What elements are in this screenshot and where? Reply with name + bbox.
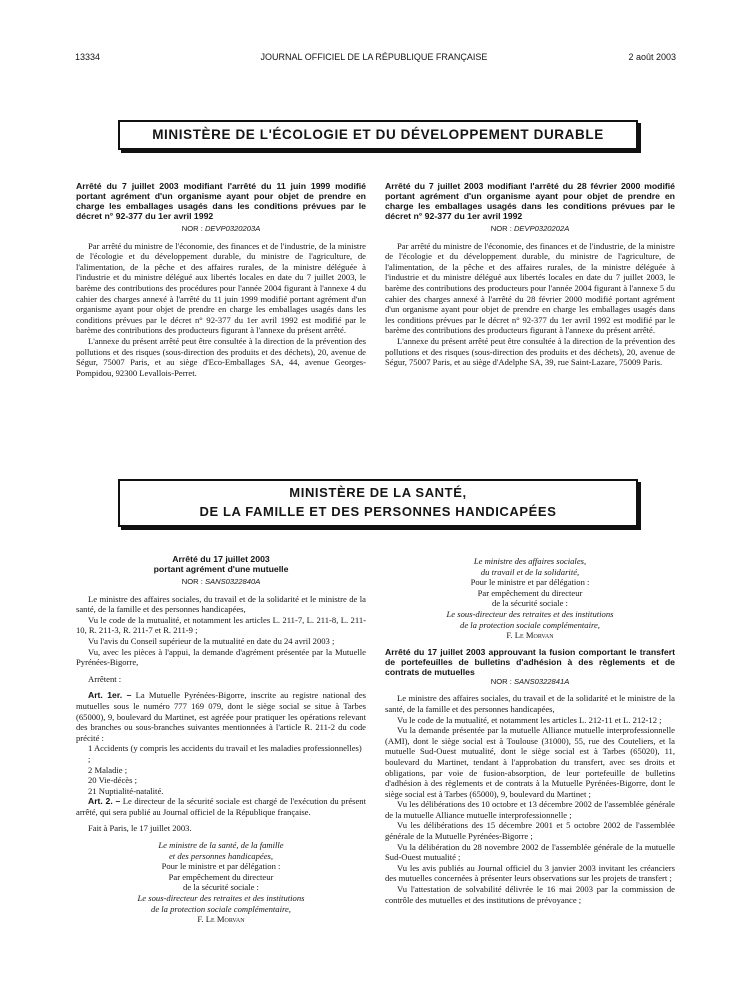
decree-title: Arrêté du 17 juillet 2003 portant agrément d'une mutuelle [153, 554, 289, 574]
decree-health-1 [76, 554, 366, 925]
signature-block: Le ministre de la santé, de la famille et des personnes handicapées, [158, 840, 284, 861]
article-2: Art. 2. – Le directeur de la sécurité sociale est chargé de l'exécution du présent arrêté, qui sera publié au Journal officiel de la République française. [76, 796, 366, 817]
decree-paragraph: Vu l'avis du Conseil supérieur de la mutualité en date du 24 avril 2003 ; [88, 635, 335, 646]
decree-paragraph: L'annexe du présent arrêté peut être consultée à la direction de la prévention des pollutions et des risques (sous-direction des produits et des déchets), 20, avenue de Ségur, 75007 Paris, et au siège d'Adelphe SA, 39, rue Saint-Lazare, 75009 Paris. [385, 335, 675, 368]
branch-item: 20 Vie-décès ; [88, 775, 137, 786]
decree-paragraph: Le ministre des affaires sociales, du travail et de la solidarité et le ministre de la santé, de la famille et des personnes handicapées, [385, 693, 675, 714]
decree-paragraph: Vu le code de la mutualité, et notamment les articles L. 212-11 et L. 212-12 ; [397, 714, 662, 725]
ministry-heading-health [118, 479, 638, 527]
article-1: Art. 1er. – La Mutuelle Pyrénées-Bigorre, inscrite au registre national des mutuelles sous le numéro 777 169 079, dont le siège social se situe à Tarbes (65000), 9, boulevard du Martinet, est agréée pour pratiquer les opérations relevant des branches ou sous-branches suivantes mentionnées à l'article R. 211-2 du code précité : [76, 690, 366, 743]
signatory-name: F. Le Morvan [506, 630, 554, 641]
decree-paragraph: Vu la délibération du 28 novembre 2002 de l'assemblée générale de la mutuelle Sud-Ouest mutualité ; [385, 841, 675, 863]
page-number: 13334 [75, 52, 101, 62]
ministry-heading-ecology: MINISTÈRE DE L'ÉCOLOGIE ET DU DÉVELOPPEMENT DURABLE [118, 120, 638, 150]
signatory-name: F. Le Morvan [197, 914, 245, 925]
signature-title: Le sous-directeur des retraites et des institutions de la protection sociale complémentaire, [446, 608, 614, 630]
decree-paragraph: Le ministre des affaires sociales, du travail et de la solidarité et le ministre de la santé, de la famille et des personnes handicapées, [76, 593, 366, 615]
issue-date: 2 août 2003 [628, 52, 676, 62]
signature-delegation: Pour le ministre et par délégation : Par empêchement du directeur de la sécurité sociale : [161, 861, 281, 893]
decree-paragraph: L'annexe du présent arrêté peut être consultée à la direction de la prévention des pollutions et des risques (sous-direction des produits et des déchets), 20, avenue de Ségur, 75007 Paris, et au siège d'Eco-Emballages SA, 44, avenue Georges-Pompidou, 92300 Levallois-Perret. [76, 335, 366, 378]
decree-health-2 [385, 556, 675, 905]
decree-paragraph: Par arrêté du ministre de l'économie, des finances et de l'industrie, de la ministre de l'écologie et du développement durable, du ministre de l'agriculture, de l'alimentation, de la pêche et des affaires rurales, de la ministre déléguée à l'industrie et du ministre délégué aux libertés locales en date du 7 juillet 2003, le barème des contributions des producteurs pour l'année 2004 figurant à l'annexe 5 du cahier des charges annexé à l'arrêté du 28 février 2000 modifié portant agrément d'un organisme ayant pour objet de prendre en charge les emballages usagés dans les conditions prévues par le décret n° 92-377 du 1er avril 1992 est modifié par le barème des contributions des producteurs figurant à l'annexe du présent arrêté. [385, 240, 675, 336]
branch-list [76, 743, 366, 796]
decree-paragraph: Par arrêté du ministre de l'économie, des finances et de l'industrie, de la ministre de l'écologie et du développement durable, du ministre de l'agriculture, de l'alimentation, de la pêche et des affaires rurales, de la ministre déléguée à l'industrie et du ministre délégué aux libertés locales en date du 7 juillet 2003, le barème des contributions des procédures pour l'année 2004 figurant à l'annexe 4 du cahier des charges annexé à l'arrêté du 11 juin 1999 modifié portant agrément d'un organisme ayant pour objet de prendre en charge les emballages usagés dans les conditions prévues par le décret n° 92-377 du 1er avril 1992 est modifié par le barème des contributions des producteurs figurant à l'annexe du présent arrêté. [76, 240, 366, 336]
decree-paragraph: Vu la demande présentée par la mutuelle Alliance mutuelle interprofessionnelle (AMI), dont le siège social est à Toulouse (31000), 55, rue des Couteliers, et la mutuelle Sud-Ouest mutualité, dont le siège social est à Tarbes (65020), 11, boulevard du Martinet, tendant à l'approbation du transfert, avec ses droits et obligations, par voie de fusion-absorption, de leur portefeuille de bulletins d'adhésion à des règlements et de contrats à la Mutuelle Pyrénées-Bigorre, dont le siège social est à Tarbes (65000), 9, boulevard du Martinet ; [385, 725, 675, 799]
ministry-line: DE LA FAMILLE ET DES PERSONNES HANDICAPÉES [199, 504, 557, 519]
nor-reference: NOR : SANS0322841A [490, 676, 570, 686]
decree-ecology-1 [76, 181, 366, 378]
decree-paragraph: Vu le code de la mutualité, et notamment les articles L. 211-7, L. 211-8, L. 211-10, R. 211-3, R. 211-7 et R. 211-9 ; [76, 614, 366, 636]
signature-delegation: Pour le ministre et par délégation : Par empêchement du directeur de la sécurité sociale : [470, 577, 590, 609]
decree-title: Arrêté du 7 juillet 2003 modifiant l'arrêté du 11 juin 1999 modifié portant agrément d'un organisme ayant pour objet de prendre en charge les emballages usagés dans les conditions prévues par le décret n° 92-377 du 1er avril 1992 [76, 181, 366, 221]
nor-reference: NOR : SANS0322840A [181, 577, 261, 586]
decree-paragraph: Vu les délibérations des 15 décembre 2001 et 5 octobre 2002 de l'assemblée générale de la Mutuelle Pyrénées-Bigorre ; [385, 820, 675, 842]
signature-title: Le sous-directeur des retraites et des institutions de la protection sociale complémentaire, [137, 893, 305, 914]
nor-reference: NOR : DEVP0320202A [490, 224, 570, 233]
branch-item: 1 Accidents (y compris les accidents du travail et les maladies professionnelles) ; [88, 743, 362, 764]
decree-paragraph: Vu l'attestation de solvabilité délivrée le 16 mai 2003 par la commission de contrôle des mutuelles et des institutions de prévoyance ; [385, 884, 675, 905]
decree-ecology-2 [385, 181, 675, 368]
decree-title: Arrêté du 7 juillet 2003 modifiant l'arrêté du 28 février 2000 modifié portant agrément d'un organisme ayant pour objet de prendre en charge les emballages usagés dans les conditions prévues par le décret n° 92-377 du 1er avril 1992 [385, 181, 675, 221]
decree-paragraph: Vu les délibérations des 10 octobre et 13 décembre 2002 de l'assemblée générale de la mutuelle Alliance mutuelle interprofessionnelle ; [385, 799, 675, 820]
ministry-line: MINISTÈRE DE LA SANTÉ, [289, 485, 467, 500]
signature-block: Le ministre des affaires sociales, du travail et de la solidarité, [473, 556, 587, 577]
nor-reference: NOR : DEVP0320203A [181, 224, 261, 233]
decree-title: Arrêté du 17 juillet 2003 approuvant la fusion comportant le transfert de portefeuilles de bulletins d'adhésion à des règlements et de contrats de mutuelles [385, 646, 675, 677]
done-at: Fait à Paris, le 17 juillet 2003. [88, 823, 192, 834]
journal-title: JOURNAL OFFICIEL DE LA RÉPUBLIQUE FRANÇAISE [260, 52, 488, 62]
decree-paragraph: Vu, avec les pièces à l'appui, la demande d'agrément présentée par la Mutuelle Pyrénées-Bigorre, [76, 646, 366, 668]
decree-paragraph: Vu les avis publiés au Journal officiel du 3 janvier 2003 invitant les créanciers des mutuelles concernées à présenter leurs observations sur les projets de transfert ; [385, 862, 675, 884]
branch-item: 21 Nuptialité-natalité. [88, 785, 164, 796]
branch-item: 2 Maladie ; [88, 764, 128, 775]
arretent-label: Arrêtent : [88, 673, 122, 684]
